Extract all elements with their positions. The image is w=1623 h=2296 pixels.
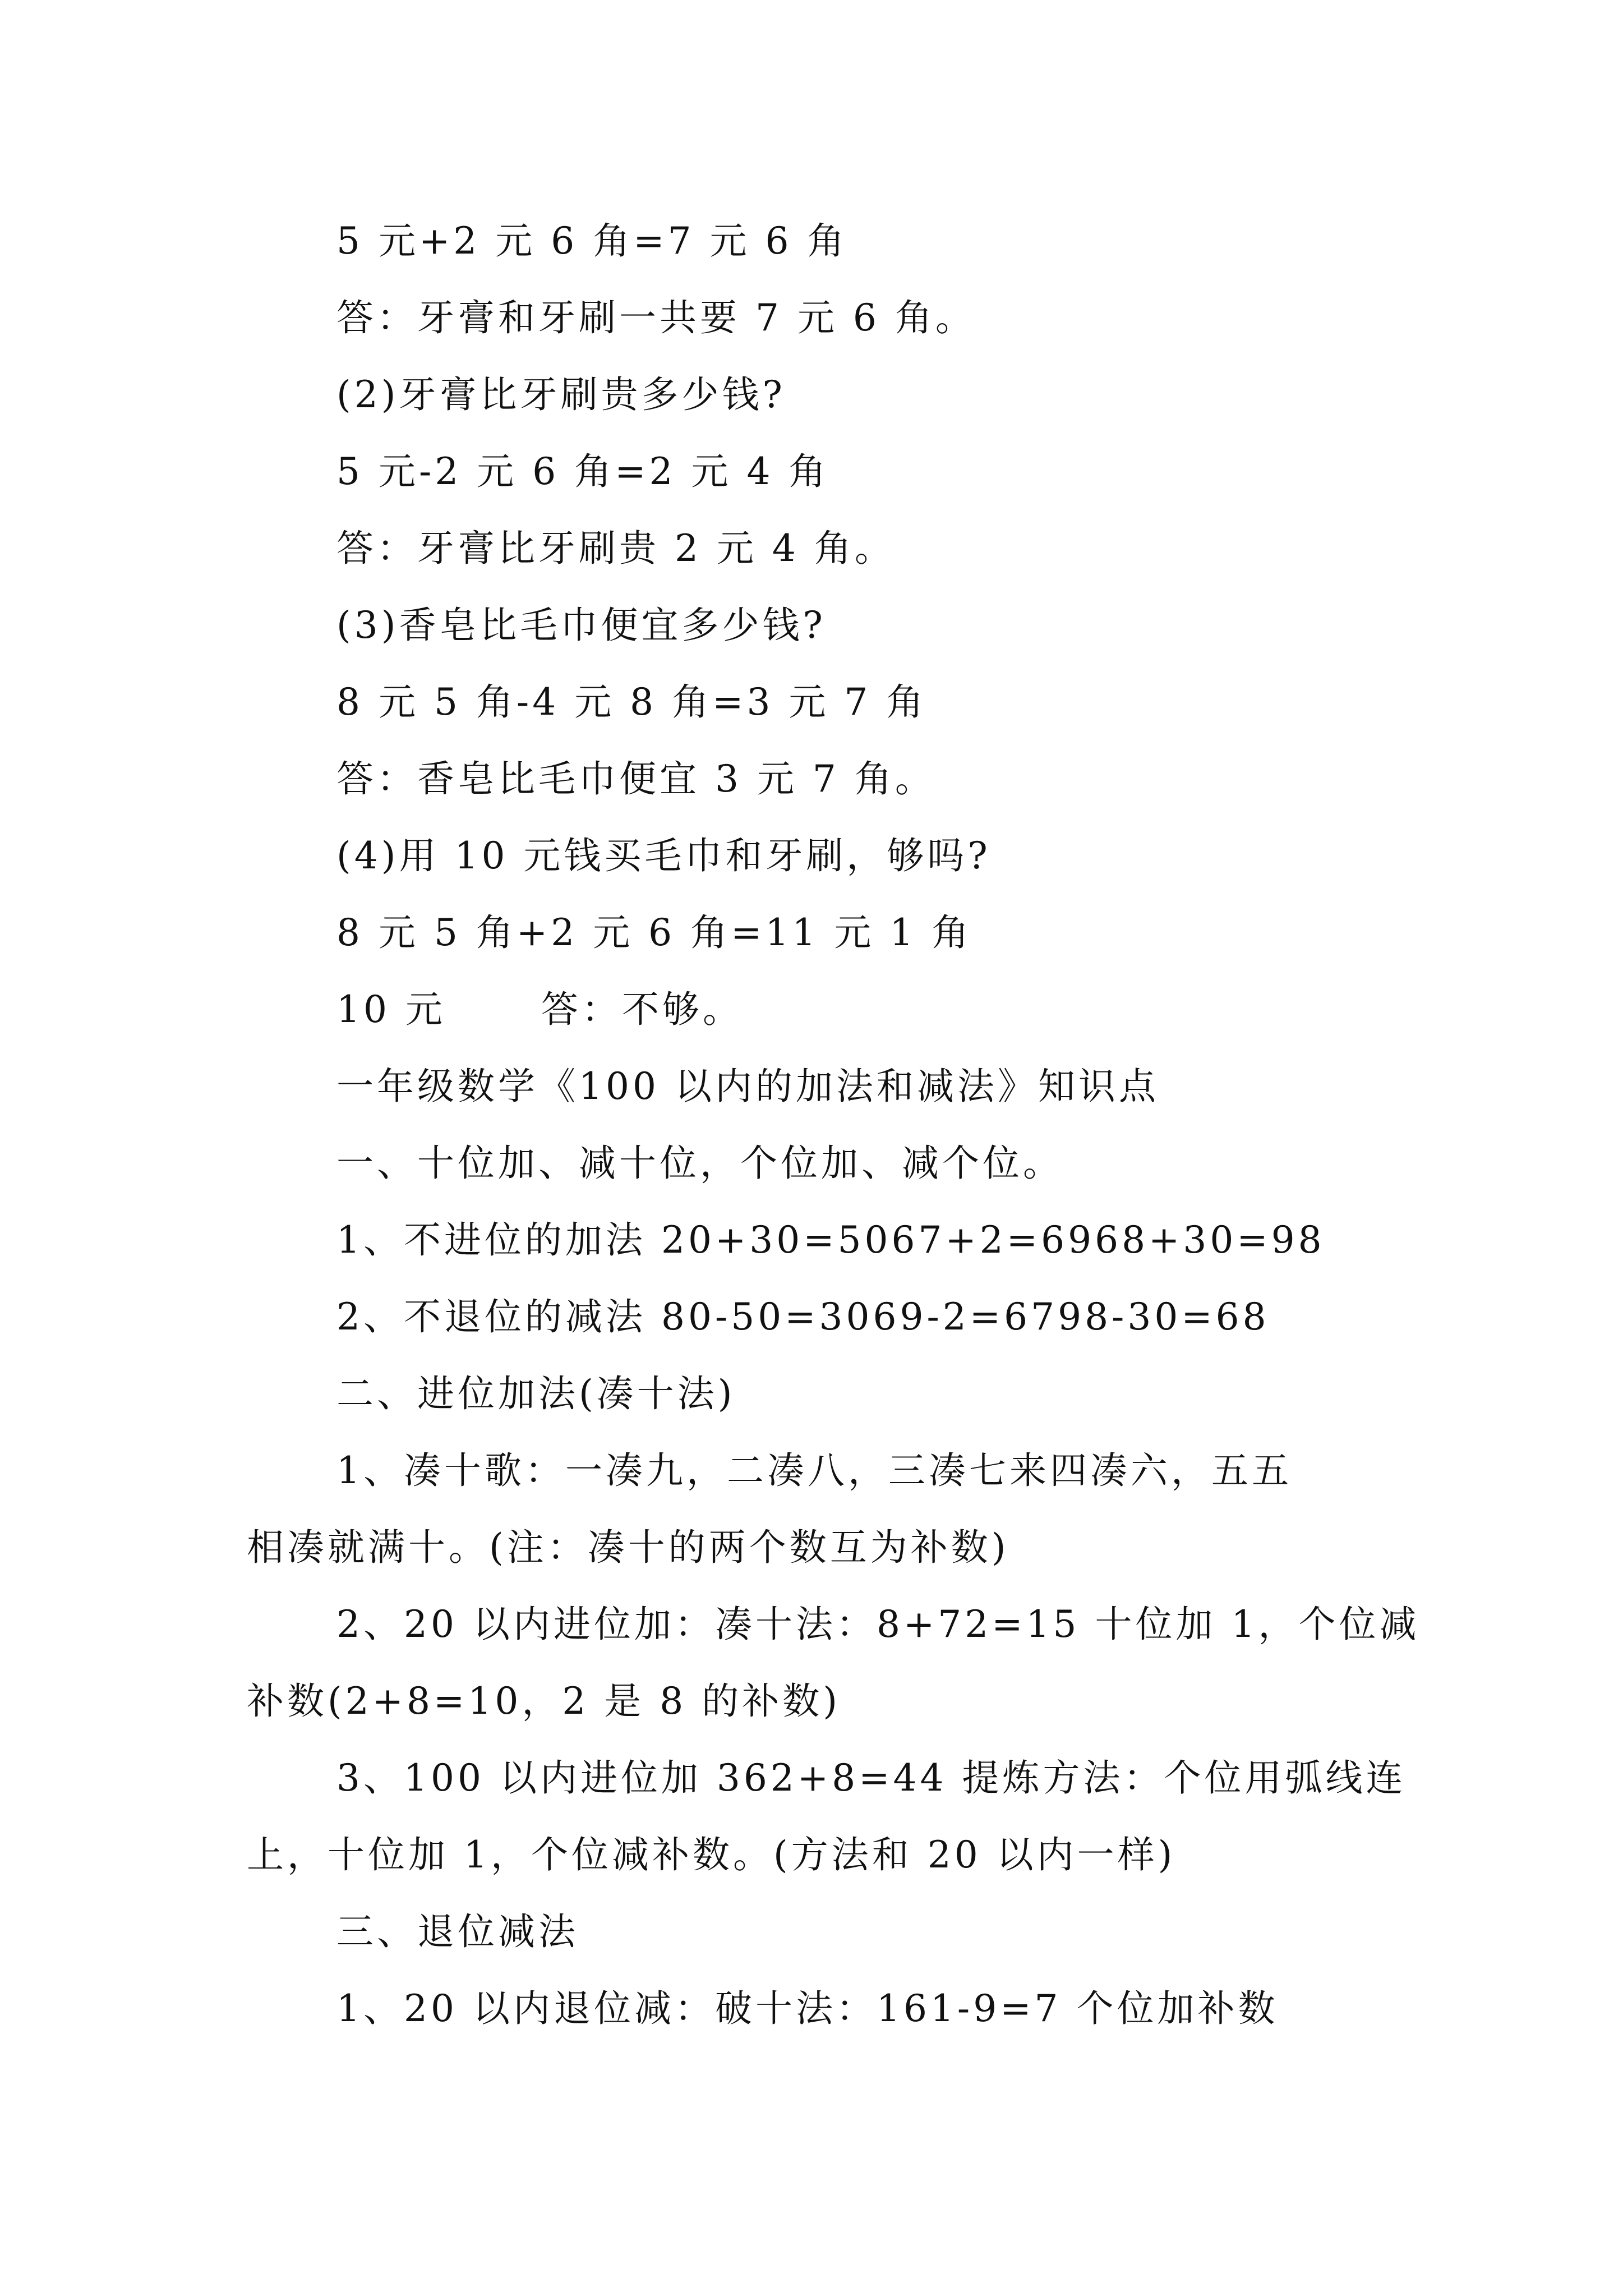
text-line-3: (2)牙膏比牙刷贵多少钱?	[336, 373, 786, 416]
text-line-6: (3)香皂比毛巾便宜多少钱?	[336, 604, 826, 647]
text-line-21: 3、100 以内进位加 362+8=44 提炼方法：个位用弧线连	[336, 1756, 1407, 1800]
text-line-16: 二、进位加法(凑十法)	[336, 1372, 736, 1415]
text-line-10: 8 元 5 角+2 元 6 角=11 元 1 角	[336, 911, 972, 954]
text-line-17: 1、凑十歌：一凑九，二凑八，三凑七来四凑六，五五	[336, 1449, 1292, 1492]
amount-text: 10 元	[336, 988, 446, 1031]
text-line-19: 2、20 以内进位加：凑十法：8+72=15 十位加 1，个位减	[336, 1603, 1420, 1646]
text-line-11	[336, 987, 743, 1032]
text-line-7: 8 元 5 角-4 元 8 角=3 元 7 角	[336, 680, 927, 724]
text-line-5: 答：牙膏比牙刷贵 2 元 4 角。	[336, 527, 895, 570]
text-line-18: 相凑就满十。(注：凑十的两个数互为补数)	[247, 1526, 1009, 1569]
text-line-24: 1、20 以内退位减：破十法：161-9=7 个位加补数	[336, 1987, 1279, 2030]
text-line-2: 答：牙膏和牙刷一共要 7 元 6 角。	[336, 296, 976, 339]
text-line-9: (4)用 10 元钱买毛巾和牙刷，够吗?	[336, 834, 991, 877]
section-heading: 一年级数学《100 以内的加法和减法》知识点	[336, 1065, 1159, 1108]
answer-text: 答：不够。	[541, 988, 743, 1031]
text-line-1: 5 元+2 元 6 角=7 元 6 角	[336, 219, 848, 263]
text-line-4: 5 元-2 元 6 角=2 元 4 角	[336, 450, 829, 493]
text-line-20: 补数(2+8=10，2 是 8 的补数)	[247, 1680, 841, 1723]
text-line-13: 一、十位加、减十位，个位加、减个位。	[336, 1142, 1063, 1185]
text-line-15: 2、不退位的减法 80-50=3069-2=6798-30=68	[336, 1295, 1270, 1338]
text-line-14: 1、不进位的加法 20+30=5067+2=6968+30=98	[336, 1218, 1325, 1262]
text-line-22: 上，十位加 1，个位减补数。(方法和 20 以内一样)	[247, 1833, 1176, 1876]
text-line-8: 答：香皂比毛巾便宜 3 元 7 角。	[336, 757, 935, 800]
text-line-23: 三、退位减法	[336, 1910, 579, 1953]
